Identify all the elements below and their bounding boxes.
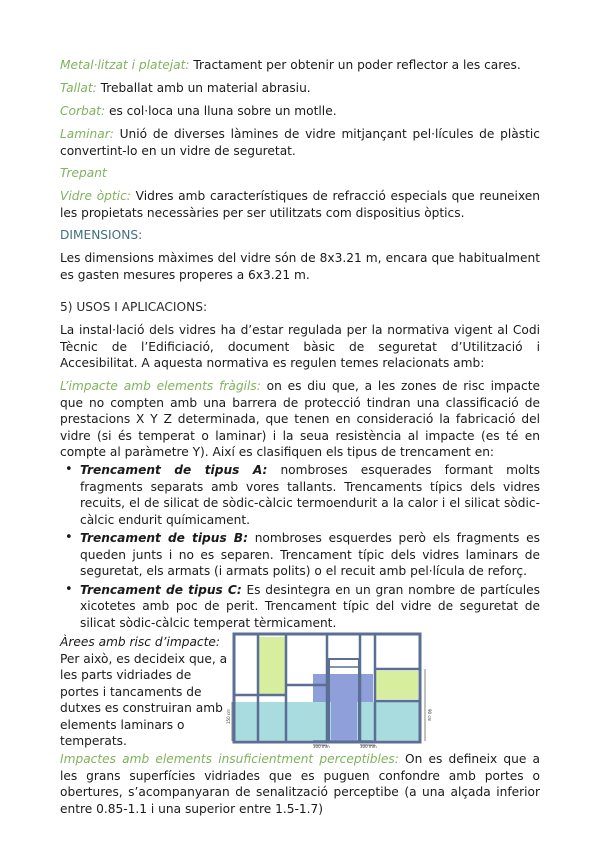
section-intro: La instal·lació dels vidres ha d’estar regulada per la normativa vigent al Codi Tècnic de l’Edificiació, document bàsic de seguretat d’Utilització i Accesibilitat. A aquesta normativa es regulen temes relacionats amb: bbox=[60, 323, 540, 370]
impact-term: L’impacte amb elements fràgils: bbox=[60, 379, 261, 393]
def-vidre-optic bbox=[60, 188, 540, 221]
dimensions-text: Les dimensions màximes del vidre són de 8x3.21 m, encara que habitualment es gasten mesures properes a 6x3.21 m. bbox=[60, 251, 540, 282]
label-left-dim: 150 cm bbox=[226, 708, 231, 724]
label-bottom-right: 300 mm bbox=[360, 744, 377, 749]
section-heading: 5) USOS I APLICACIONS: bbox=[60, 300, 208, 314]
def-text: Unió de diverses làmines de vidre mitjançant pel·lícules de plàstic convertint-lo en un vidre de seguretat. bbox=[60, 127, 540, 158]
risk-text: Per això, es decideix que, a les parts vidriades de portes i tancaments de dutxes es construiran amb elements laminars o temperats. bbox=[60, 651, 228, 748]
break-text: Es desintegra en un gran nombre de partícules xicotetes amb poc de perit. Trencament típic del vidre de seguretat de silicat sòdic-càlcic temperat tèrmicament. bbox=[80, 582, 540, 630]
insufficient-paragraph bbox=[60, 751, 540, 817]
impact-paragraph bbox=[60, 378, 540, 461]
break-types-list bbox=[60, 462, 540, 633]
list-item bbox=[60, 582, 540, 632]
break-label: Trencament de tipus A: bbox=[80, 463, 268, 477]
break-label: Trencament de tipus C: bbox=[80, 582, 242, 597]
def-text: Vidres amb característiques de refracció especials que reuneixen les propietats necessàries per ser utilitzats com dispositius òptics. bbox=[60, 189, 540, 220]
def-laminar bbox=[60, 126, 540, 159]
def-tallat bbox=[60, 80, 540, 97]
def-text: es col·loca una lluna sobre un motlle. bbox=[105, 104, 337, 118]
impact-text: on es diu que, a les zones de risc impacte que no compten amb una barrera de protecció tindran una classificació de prestacions X Y Z determinada, que tenen en consideració la fabricació del vidre (si és temperat o laminar) i la seua resistència al impacte (es té en compte al paràmetre Y). Així es clasifiquen els tipus de trencament en: bbox=[60, 379, 541, 459]
def-text: Tractament per obtenir un poder reflector a les cares. bbox=[189, 58, 521, 72]
side-panel-green bbox=[376, 671, 418, 699]
glazing-impact-figure bbox=[226, 629, 432, 749]
label-right-dim: 90 cm bbox=[427, 709, 432, 722]
term: Laminar: bbox=[60, 127, 114, 141]
door-lower-glass bbox=[331, 702, 357, 740]
term: Tallat: bbox=[60, 81, 97, 95]
term: Corbat: bbox=[60, 104, 106, 118]
def-corbat bbox=[60, 103, 540, 120]
list-item bbox=[60, 462, 540, 528]
insufficient-term: Impactes amb elements insuficientment perceptibles: bbox=[60, 752, 399, 766]
def-trepant bbox=[60, 165, 540, 182]
break-text: nombroses esquerades formant molts fragments separats amb vores tallants. Trencaments típics dels vidres recuits, el de silicat de sòdic-càlcic termoendurit a la calor i el silicat sòdic-càlcic endurit químicament. bbox=[80, 463, 540, 527]
risk-areas-text bbox=[60, 634, 228, 750]
def-metallitzat bbox=[60, 57, 540, 74]
def-text: Treballat amb un material abrasiu. bbox=[96, 81, 311, 95]
dimensions-heading: DIMENSIONS: bbox=[60, 228, 143, 242]
break-label: Trencament de tipus B: bbox=[80, 531, 248, 545]
risk-title: Àrees amb risc d’impacte: bbox=[60, 635, 220, 649]
term: Metal·litzat i platejat: bbox=[60, 58, 190, 72]
upper-panel-green bbox=[259, 637, 285, 694]
term: Trepant bbox=[60, 166, 107, 180]
break-text: nombroses esquerdes però els fragments es queden junts i no es separen. Trencament típic dels vidres laminars de seguretat, els armats (i armats polits) o el recuit amb pel·lícula de reforç. bbox=[80, 531, 540, 578]
label-bottom-left: 300 mm bbox=[313, 744, 330, 749]
list-item bbox=[60, 530, 540, 580]
term: Vidre òptic: bbox=[60, 189, 131, 203]
insufficient-text: On es defineix que a les grans superfícies vidriades que es puguen confondre amb portes o obertures, s’acompanyaran de senalització perceptibe (a una alçada inferior entre 0.85-1.1 i una superior entre 1.5-1.7) bbox=[60, 752, 540, 816]
